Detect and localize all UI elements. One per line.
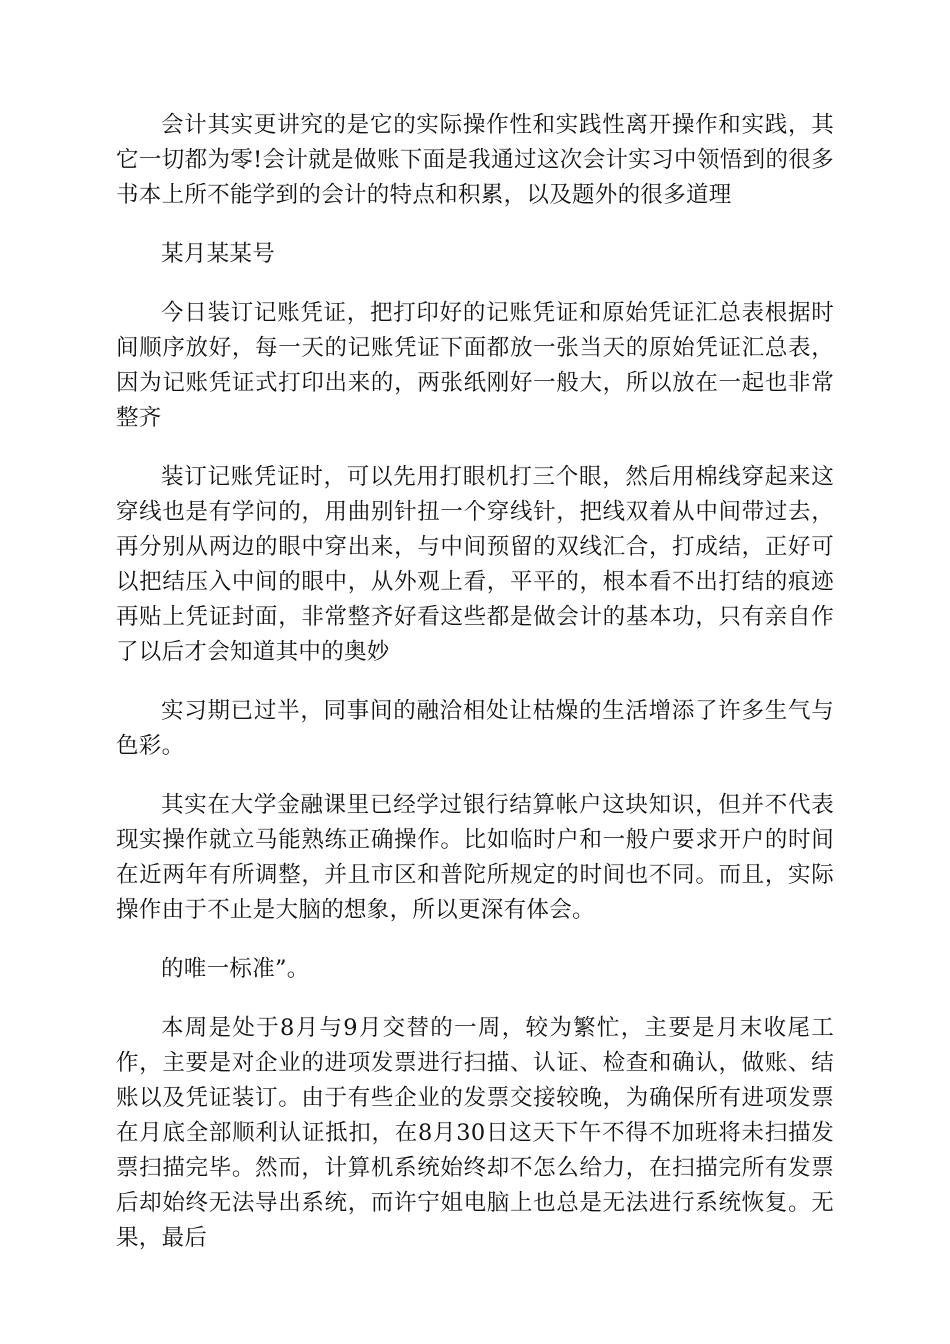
paragraph-bank-accounts: 其实在大学金融课里已经学过银行结算帐户这块知识，但并不代表现实操作就立马能熟练正确操作。比如临时户和一般户要求开户的时间在近两年有所调整，并且市区和普陀所规定的时间也不同。而且，实际操作由于不止是大脑的想象，所以更深有体会。: [116, 792, 834, 923]
paragraph-standard: 的唯一标准”。: [161, 956, 310, 982]
paragraph-date-heading: 某月某某号: [161, 241, 276, 267]
paragraph-month-end: 本周是处于8月与9月交替的一周，较为繁忙，主要是月末收尾工作，主要是对企业的进项发票进行扫描、认证、检查和确认，做账、结账以及凭证装订。由于有些企业的发票交接较晚，为确保所有进项发票在月底全部顺利认证抵扣，在8月30日这天下午不得不加班将未扫描发票扫描完毕。然而，计算机系统始终却不怎么给力，在扫描完所有发票后却始终无法导出系统，而许宁姐电脑上也总是无法进行系统恢复。无果，最后: [116, 1015, 834, 1251]
paragraph-binding-method: 装订记账凭证时，可以先用打眼机打三个眼，然后用棉线穿起来这穿线也是有学问的，用曲别针扭一个穿线针，把线双着从中间带过去，再分别从两边的眼中穿出来，与中间预留的双线汇合，打成结，正好可以把结压入中间的眼中，从外观上看，平平的，根本看不出打结的痕迹再贴上凭证封面，非常整齐好看这些都是做会计的基本功，只有亲自作了以后才会知道其中的奥妙: [116, 464, 834, 665]
document-body: [116, 108, 834, 1256]
paragraph-halfway: 实习期已过半，同事间的融洽相处让枯燥的生活增添了许多生气与色彩。: [116, 698, 834, 759]
paragraph-voucher-binding: 今日装订记账凭证，把打印好的记账凭证和原始凭证汇总表根据时间顺序放好，每一天的记账凭证下面都放一张当天的原始凭证汇总表，因为记账凭证式打印出来的，两张纸刚好一般大，所以放在一起也非常整齐: [116, 300, 834, 431]
paragraph-intro: 会计其实更讲究的是它的实际操作性和实践性离开操作和实践，其它一切都为零!会计就是做账下面是我通过这次会计实习中领悟到的很多书本上所不能学到的会计的特点和积累，以及题外的很多道理: [116, 112, 834, 208]
